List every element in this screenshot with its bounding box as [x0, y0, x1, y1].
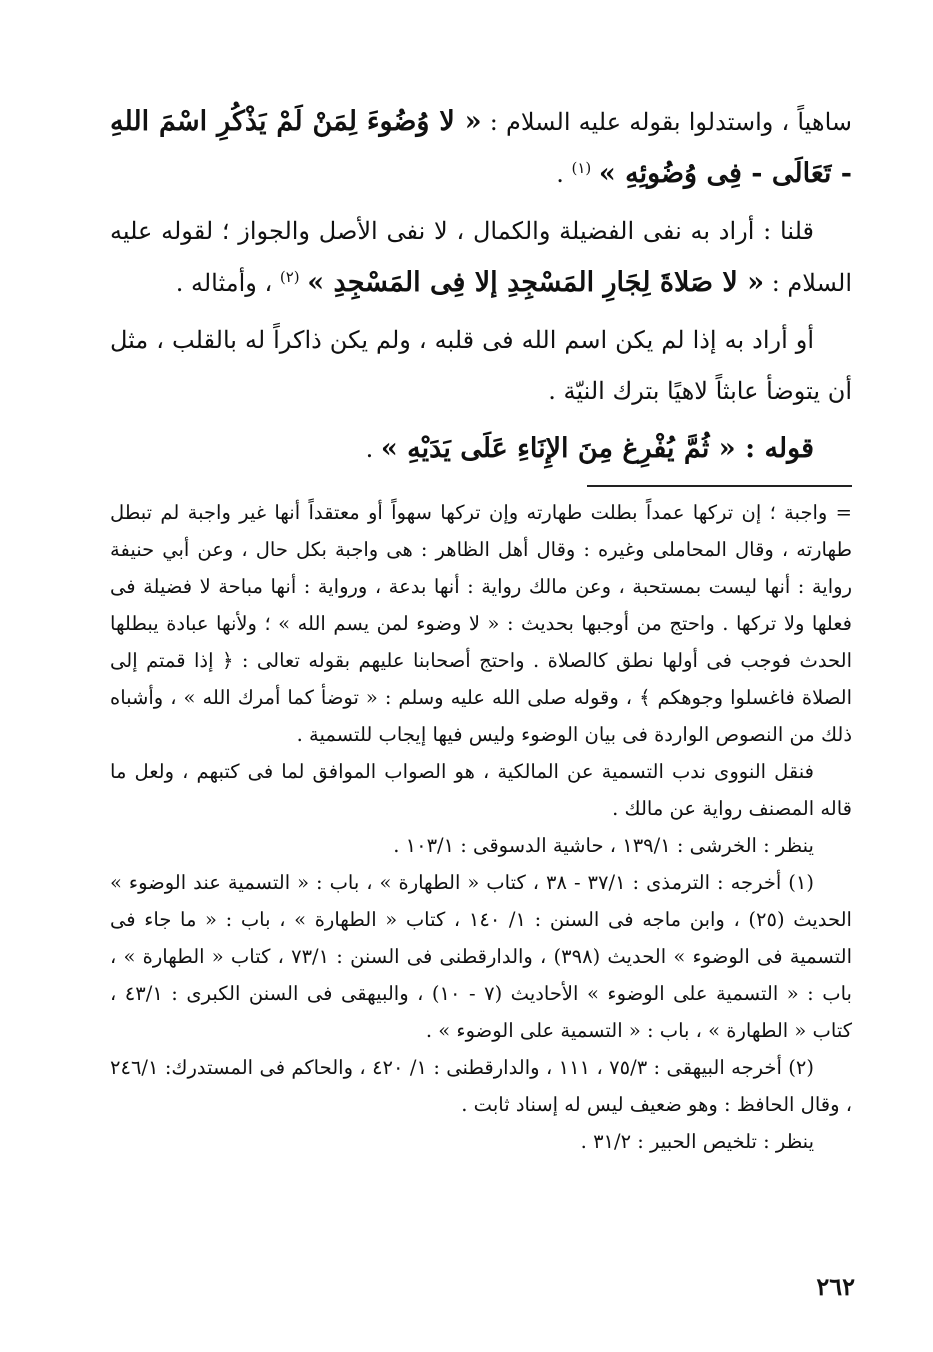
footnote-ref-1[interactable]: (١) [571, 159, 592, 177]
footnote-nawawi: فنقل النووى ندب التسمية عن المالكية ، هو الصواب الموافق لما فى كتبهم ، ولعل ما قاله المصنف رواية عن مالك . [110, 760, 852, 820]
footnote-1: (١) أخرجه : الترمذى : ٣٧/١ - ٣٨ ، كتاب « الطهارة » ، باب : « التسمية عند الوضوء » الحديث (٢٥) ، وابن ماجه فى السنن : ١/ ١٤٠ ، كتاب « الطهارة » ، باب : « ما جاء فى التسمية فى الوضوء » الحديث (٣٩٨) ، والدارقطنى فى السنن : ٧٣/١ ، كتاب « الطهارة » ، باب : « التسمية على الوضوء » الأحاديث (٧ - ١٠) ، والبيهقى فى السنن الكبرى : ٤٣/١ ، كتاب « الطهارة » ، باب : « التسمية على الوضوء » . [110, 871, 852, 1042]
paragraph-2-intro: قلنا : أراد به نفى الفضيلة والكمال ، لا نفى الأصل والجواز ؛ لقوله عليه السلام : [110, 217, 852, 297]
paragraph-1-intro: ساهياً ، واستدلوا بقوله عليه السلام : [481, 108, 852, 136]
paragraph-2 [110, 206, 852, 309]
footnote-separator [587, 485, 852, 487]
footnote-2: (٢) أخرجه البيهقى : ٧٥/٣ ، ١١١ ، والدارقطنى : ١/ ٤٢٠ ، والحاكم فى المستدرك: ٢٤٦/١ ، وقال الحافظ : وهو ضعيف ليس له إسناد ثابت . [110, 1056, 852, 1116]
paragraph-4-end: . [365, 435, 381, 463]
hadith-quote-2: « لا صَلاةَ لِجَارِ المَسْجِدِ إلا فِى المَسْجِدِ » [307, 267, 765, 298]
footnotes [110, 494, 852, 1160]
main-text [110, 96, 852, 481]
footnote-refs-maliki: ينظر : الخرشى : ١٣٩/١ ، حاشية الدسوقى : ١٠٣/١ . [393, 834, 814, 857]
paragraph-2-end: ، وأمثاله . [175, 269, 280, 297]
paragraph-1-end: . [556, 160, 572, 188]
footnote-continuation: = واجبة ؛ إن تركها عمداً بطلت طهارته وإن تركها سهواً أو معتقداً أنها غير واجبة لم تبطل طهارته ، وقال المحاملى وغيره : وقال أهل الظاهر : هى واجبة بكل حال ، وعن أبي حنيفة رواية : أنها ليست بمستحبة ، وعن مالك رواية : أنها بدعة ، ورواية : أنها مباحة لا فضيلة فى فعلها ولا تركها . واحتج من أوجبها بحديث : « لا وضوء لمن يسم الله » ؛ ولأنها عبادة يبطلها الحدث فوجب فى أولها نطق كالصلاة . واحتج أصحابنا عليهم بقوله تعالى : ﴿ إذا قمتم إلى الصلاة فاغسلوا وجوهكم ﴾ ، وقوله صلى الله عليه وسلم : « توضأ كما أمرك الله » ، وأشباه ذلك من النصوص الواردة فى بيان الوضوء وليس فيها إيجاب للتسمية . [110, 501, 852, 746]
paragraph-4 [110, 423, 852, 475]
footnote-ref-2[interactable]: (٢) [279, 268, 300, 286]
paragraph-4-intro: قوله : [735, 433, 814, 464]
page-number: ٢٦٢ [816, 1272, 855, 1301]
hadith-quote-1: « لا وُضُوءَ لِمَنْ لَمْ يَذْكُرِ اسْمَ اللهِ - تَعَالَى - فِى وُضُوئِهِ » [110, 106, 852, 189]
footnote-2-refs: ينظر : تلخيص الحبير : ٣١/٢ . [580, 1130, 814, 1153]
paragraph-1 [110, 96, 852, 200]
paragraph-3: أو أراد به إذا لم يكن اسم الله فى قلبه ، ولم يكن ذاكراً له بالقلب ، مثل أن يتوضأ عابثاً لاهيًا بترك النيّة . [110, 326, 852, 405]
matn-quote: « ثُمَّ يُفْرِغ مِنَ الإِنَاءِ عَلَى يَدَيْهِ » [380, 433, 736, 464]
